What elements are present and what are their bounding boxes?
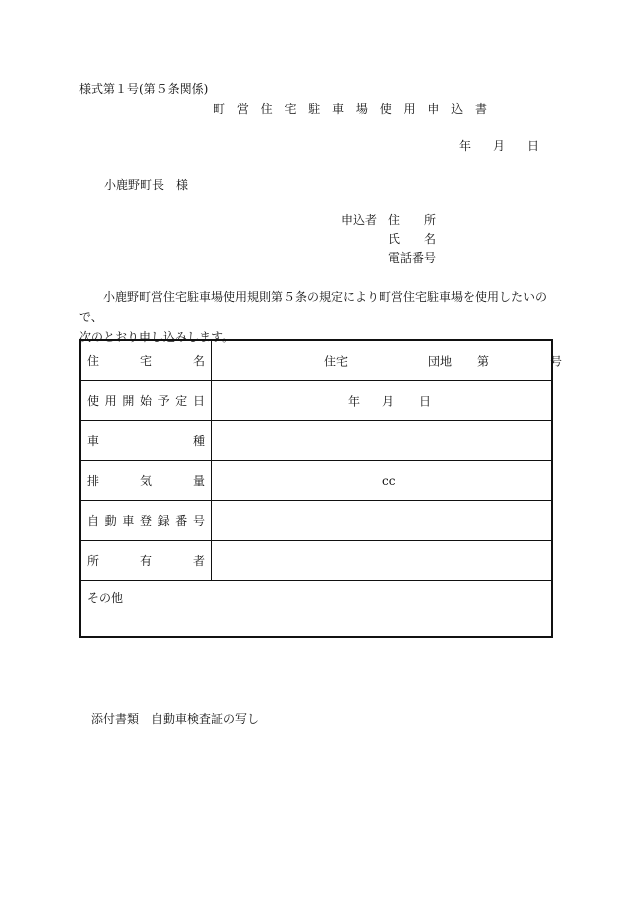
applicant-name-label: 氏 名 (388, 232, 437, 246)
label-char: 種 (192, 434, 205, 448)
vehicle-type-field[interactable] (212, 421, 553, 461)
label-char: 号 (192, 514, 205, 528)
row-housing-name (80, 340, 552, 381)
label-char: 名 (192, 354, 205, 368)
label-char: 登 (139, 514, 152, 528)
attachments-note: 添付書類 自動車検査証の写し (91, 712, 260, 726)
date-line (459, 137, 539, 154)
label-char: 有 (139, 554, 152, 568)
label-char: 気 (139, 474, 152, 488)
label-char: 車 (122, 514, 135, 528)
label-start-date (80, 381, 212, 421)
displacement-unit: cc (382, 473, 396, 488)
applicant-address-label: 住 所 (388, 213, 437, 227)
start-date-field[interactable] (212, 381, 553, 421)
applicant-phone-label: 電話番号 (388, 251, 437, 265)
date-year: 年 (459, 139, 472, 153)
label-char: 録 (157, 514, 170, 528)
start-year-unit: 年 (348, 394, 361, 408)
label-char: 所 (87, 554, 100, 568)
statement-line-2: 次のとおり申し込みします。 (79, 330, 235, 344)
label-owner (80, 541, 212, 581)
other-field[interactable] (80, 581, 552, 638)
row-other (80, 581, 552, 638)
label-char: 番 (175, 514, 188, 528)
unit-suffix: 号 (550, 354, 563, 368)
start-month-unit: 月 (382, 394, 395, 408)
label-housing-name (80, 340, 212, 381)
form-number: 様式第１号(第５条関係) (79, 82, 209, 96)
label-char: 住 (87, 354, 100, 368)
label-char: 開 (122, 394, 135, 408)
registration-number-field[interactable] (212, 501, 553, 541)
label-char: 予 (157, 394, 170, 408)
label-char: 用 (104, 394, 117, 408)
owner-field[interactable] (212, 541, 553, 581)
label-char: 定 (175, 394, 188, 408)
date-day: 日 (527, 139, 540, 153)
application-table (79, 339, 563, 638)
row-vehicle-type (80, 421, 552, 461)
label-char: 使 (87, 394, 100, 408)
housing-name-field[interactable] (212, 340, 563, 381)
document-title: 町 営 住 宅 駐 車 場 使 用 申 込 書 (213, 102, 491, 116)
date-month: 月 (493, 139, 506, 153)
building-prefix: 第 (477, 354, 490, 368)
label-char: 車 (87, 434, 100, 448)
displacement-field[interactable] (212, 461, 553, 501)
housing-suffix: 住宅 (324, 354, 349, 368)
other-label: その他 (87, 591, 124, 605)
label-char: 始 (139, 394, 152, 408)
application-statement (79, 287, 559, 347)
row-owner (80, 541, 552, 581)
label-char: 宅 (139, 354, 152, 368)
row-registration-number (80, 501, 552, 541)
label-char: 量 (192, 474, 205, 488)
start-day-unit: 日 (419, 394, 432, 408)
label-char: 者 (192, 554, 205, 568)
label-char: 動 (104, 514, 117, 528)
label-registration-number (80, 501, 212, 541)
label-char: 日 (192, 394, 205, 408)
label-vehicle-type (80, 421, 212, 461)
label-char: 排 (87, 474, 100, 488)
row-start-date (80, 381, 552, 421)
statement-line-1: 小鹿野町営住宅駐車場使用規則第５条の規定により町営住宅駐車場を使用したいので、 (79, 290, 548, 324)
complex-suffix: 団地 (428, 354, 453, 368)
addressee: 小鹿野町長 様 (104, 178, 189, 192)
label-char: 自 (87, 514, 100, 528)
label-displacement (80, 461, 212, 501)
row-displacement (80, 461, 552, 501)
applicant-label: 申込者 (341, 213, 378, 227)
